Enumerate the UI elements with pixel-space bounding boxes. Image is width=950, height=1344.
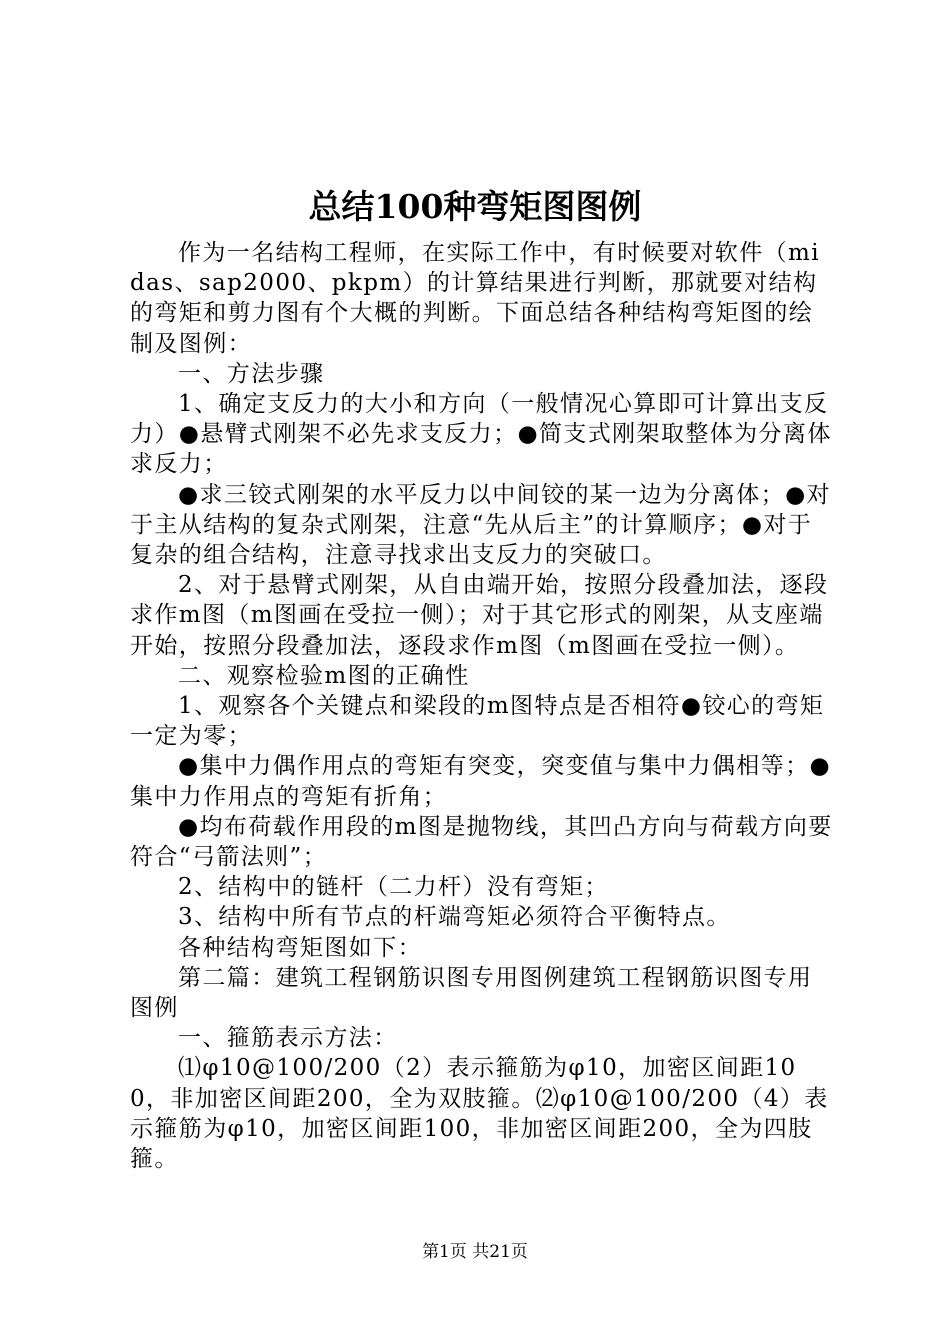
paragraph-check-1: 1、观察各个关键点和梁段的m图特点是否相符●铰心的弯矩一定为零； [130,693,825,750]
paragraph-step-1: 1、确定支反力的大小和方向（一般情况心算即可计算出支反力）●悬臂式刚架不必先求支反力；●简支式刚架取整体为分离体求反力； [130,391,832,478]
page-number: 第1页 共21页 [422,1242,528,1262]
paragraph-step-2: 2、对于悬臂式刚架，从自由端开始，按照分段叠加法，逐段求作m图（m图画在受拉一侧）；对于其它形式的刚架，从支座端开始，按照分段叠加法，逐段求作m图（m图画在受拉一侧）。 [130,572,829,659]
paragraph-stirrup-heading: 一、箍筋表示方法： [178,1025,398,1052]
paragraph-diagrams-intro: 各种结构弯矩图如下： [178,934,422,961]
paragraph-check-2: 2、结构中的链杆（二力杆）没有弯矩； [178,874,609,901]
paragraph-check-3: 3、结构中所有节点的杆端弯矩必须符合平衡特点。 [178,904,731,931]
document-title: 总结100种弯矩图图例 [308,187,642,226]
paragraph-step-1-cont: ●求三铰式刚架的水平反力以中间铰的某一边为分离体；●对于主从结构的复杂式刚架，注意“先从后主”的计算顺序；●对于复杂的组合结构，注意寻找求出支反力的突破口。 [130,481,831,569]
paragraph-intro: 作为一名结构工程师，在实际工作中，有时候要对软件（midas、sap2000、pkpm）的计算结果进行判断，那就要对结构的弯矩和剪力图有个大概的判断。下面总结各种结构弯矩图的绘制及图例： [130,240,820,357]
paragraph-heading-methods: 一、方法步骤 [178,360,325,387]
paragraph-heading-check: 二、观察检验m图的正确性 [178,662,470,689]
paragraph-check-1-cont: ●集中力偶作用点的弯矩有突变，突变值与集中力偶相等；●集中力作用点的弯矩有折角； [130,753,831,810]
document-body [130,238,836,1174]
paragraph-check-1-parabola: ●均布荷载作用段的m图是抛物线，其凹凸方向与荷载方向要符合“弓箭法则”； [130,813,833,871]
paragraph-part-two-heading: 第二篇：建筑工程钢筋识图专用图例建筑工程钢筋识图专用图例 [130,964,813,1022]
paragraph-stirrup-notation: ⑴φ10@100/200（2）表示箍筋为φ10，加密区间距100，非加密区间距200，全为双肢箍。⑵φ10@100/200（4）表示箍筋为φ10，加密区间距100，非加密区间距200，全为四肢箍。 [130,1055,829,1173]
